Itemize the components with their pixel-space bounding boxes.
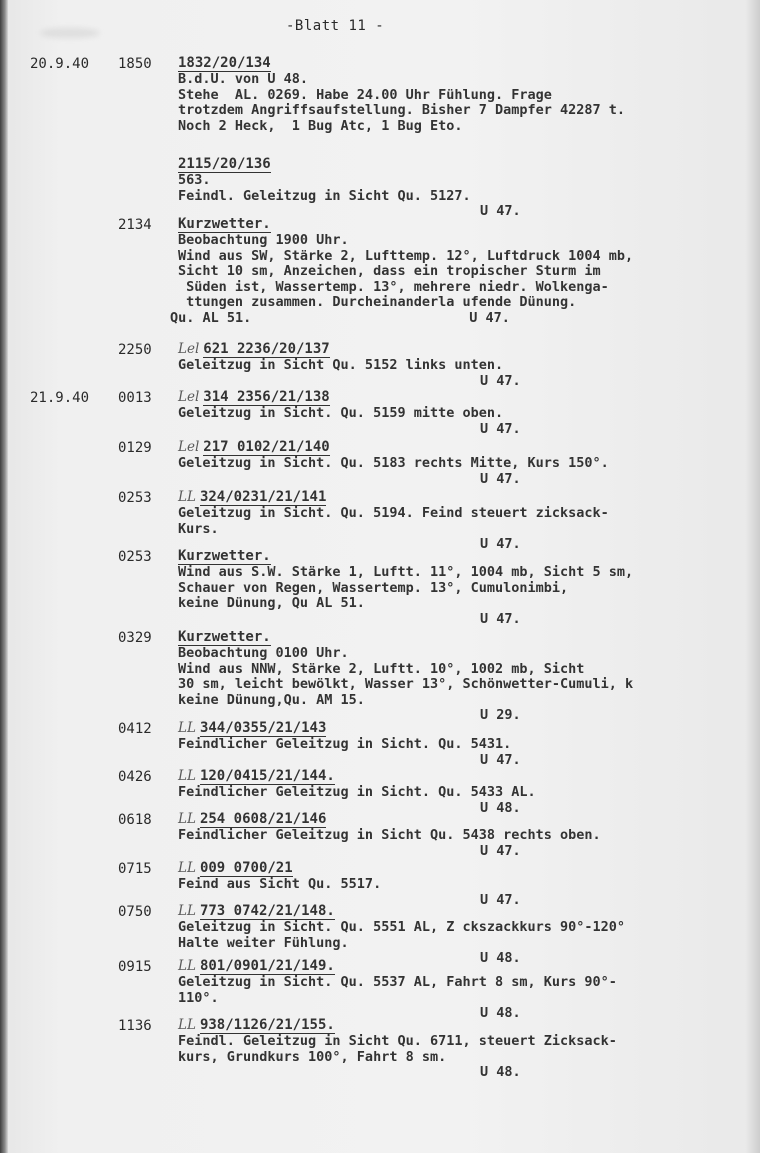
entry-ref-line [178, 56, 748, 72]
entry-ref-line [178, 390, 748, 406]
signature-line [178, 844, 748, 860]
message-text-line: Halte weiter Fühlung. [178, 934, 349, 951]
message-reference: 344/0355/21/143 [199, 720, 327, 736]
entry-body [170, 216, 748, 326]
entry-body [178, 861, 748, 908]
message-text-line: Feindlicher Geleitzug in Sicht. Qu. 5433 AL. [178, 784, 536, 800]
message-text-line: Feind aus Sicht Qu. 5517. [178, 876, 382, 892]
sender-boat: U 47. [480, 203, 521, 219]
signature-line [178, 472, 748, 488]
entry-time: 0013 [118, 390, 152, 406]
entry-ref-line [178, 721, 748, 737]
sender-boat: U 47. [480, 842, 521, 859]
message-text-line: Noch 2 Heck, 1 Bug Atc, 1 Bug Eto. [178, 117, 463, 134]
entry-ref-line [178, 1018, 748, 1034]
message-text-line: Beobachtung 0100 Uhr. [178, 645, 349, 661]
entry-time: 2134 [118, 217, 152, 233]
scan-left-edge [0, 0, 8, 1153]
entry-body [178, 490, 748, 553]
message-text-line: kurs, Grundkurs 100°, Fahrt 8 sm. [178, 1048, 447, 1065]
square-reference: Qu. AL 51. [170, 309, 252, 326]
message-reference: 314 2356/21/138 [203, 389, 330, 405]
sender-boat: U 47. [480, 420, 521, 437]
sender-boat: U 48. [480, 950, 521, 966]
entry-time: 2250 [118, 342, 152, 358]
handwritten-mark: LL [178, 811, 196, 827]
entry-body [178, 630, 748, 724]
message-text-line: Feindlicher Geleitzug in Sicht. Qu. 5431. [178, 736, 512, 752]
handwritten-mark: LL [178, 489, 196, 505]
message-text-line: Süden ist, Wassertemp. 13°, mehrere niedr. Wolkenga- [178, 278, 609, 295]
message-text-line: Wind aus SW, Stärke 2, Lufttemp. 12°, Luftdruck 1004 mb, [178, 247, 634, 264]
message-text-line: Wind aus S.W. Stärke 1, Luftt. 11°, 1004 mb, Sicht 5 sm, [178, 564, 634, 580]
entry-ref-line [178, 630, 748, 646]
handwritten-mark: LL [178, 860, 196, 876]
message-text-line: Geleitzug in Sicht. Qu. 5183 rechts Mitte, Kurs 150°. [178, 455, 609, 471]
message-text-line: Kurs. [178, 520, 219, 537]
entry-ref-line [178, 440, 748, 456]
handwritten-mark: LL [178, 720, 196, 736]
entry-time: 0715 [118, 861, 152, 877]
entry-time: 0412 [118, 721, 152, 737]
sender-boat: U 47. [480, 751, 521, 768]
message-text-line: 30 sm, leicht bewölkt, Wasser 13°, Schönwetter-Cumuli, k [178, 676, 634, 692]
entry-ref-line [178, 959, 748, 975]
entry-body [178, 769, 748, 816]
entry-time: 0129 [118, 440, 152, 456]
sender-boat: U 48. [480, 1064, 521, 1080]
message-reference: 254 0608/21/146 [199, 811, 327, 827]
entry-time: 0329 [118, 630, 152, 646]
sender-boat: U 48. [480, 1005, 521, 1021]
handwritten-mark: Lel [178, 341, 200, 357]
entry-ref-line [178, 217, 748, 233]
entry-time: 0750 [118, 904, 152, 920]
scan-right-shadow [746, 0, 760, 1153]
signature-line [178, 374, 748, 390]
entry-body [178, 157, 748, 220]
entry-ref-line [178, 157, 748, 173]
handwritten-mark: Lel [178, 439, 200, 455]
sender-boat: U 48. [480, 799, 521, 816]
message-text-line: Geleitzug in Sicht. Qu. 5537 AL, Fahrt 8 sm, Kurs 90°- [178, 974, 617, 990]
handwritten-mark: LL [178, 768, 196, 784]
message-reference: 217 0102/21/140 [203, 439, 330, 455]
entry-body [178, 440, 748, 487]
message-text-line: Stehe AL. 0269. Habe 24.00 Uhr Fühlung. Frage [178, 86, 552, 103]
message-text-line: 110°. [178, 989, 219, 1006]
sender-boat: U 47. [480, 470, 521, 487]
entry-ref-line [178, 549, 748, 565]
message-reference: 801/0901/21/149. [199, 958, 335, 974]
entry-time: 0426 [118, 769, 152, 785]
message-reference: 2115/20/136 [178, 156, 271, 172]
entry-ref-line [178, 769, 748, 785]
signature-line [178, 422, 748, 438]
message-text-line: keine Dünung,Qu. AM 15. [178, 691, 365, 708]
message-reference: 773 0742/21/148. [199, 903, 335, 919]
message-reference: 120/0415/21/144. [199, 768, 335, 784]
message-text-line: Geleitzug in Sicht. Qu. 5159 mitte oben. [178, 405, 504, 421]
entry-time: 0915 [118, 959, 152, 975]
entry-ref-line [178, 861, 748, 877]
entry-ref-line [178, 490, 748, 506]
handwritten-mark: LL [178, 958, 196, 974]
handwritten-mark: LL [178, 1017, 196, 1033]
signature-line [178, 753, 748, 769]
message-text-line: B.d.U. von U 48. [178, 71, 309, 87]
entry-time: 0253 [118, 490, 152, 506]
message-text-line: Wind aus NNW, Stärke 2, Luftt. 10°, 1002 mb, Sicht [178, 660, 585, 677]
entry-body [178, 549, 748, 627]
message-reference: Kurzwetter. [178, 548, 271, 564]
entry-date: 20.9.40 [30, 56, 90, 72]
sender-boat: U 29. [480, 707, 521, 723]
entry-time: 0618 [118, 812, 152, 828]
entry-date: 21.9.40 [30, 390, 90, 406]
entry-body [178, 959, 748, 1022]
message-reference: 324/0231/21/141 [199, 489, 327, 505]
entry-body [178, 721, 748, 768]
sender-boat: U 47. [480, 891, 521, 908]
entry-body [178, 812, 748, 859]
entry-ref-line [178, 342, 748, 358]
message-text-line: ttungen zusammen. Durcheinanderla ufende Dünung. [178, 294, 577, 310]
message-reference: 009 0700/21 [199, 860, 293, 876]
message-text-line: 563. [178, 172, 211, 188]
message-reference: Kurzwetter. [178, 216, 271, 232]
handwritten-mark: LL [178, 903, 196, 919]
entry-time: 0253 [118, 549, 152, 565]
page-header: -Blatt 11 - [286, 18, 385, 34]
sender-boat: U 47. [480, 536, 521, 552]
entry-ref-line [178, 812, 748, 828]
message-text-line: Sicht 10 sm, Anzeichen, dass ein tropischer Sturm im [178, 263, 601, 279]
message-text-line: Beobachtung 1900 Uhr. [178, 232, 349, 248]
message-text-line: Feindl. Geleitzug in Sicht Qu. 5127. [178, 187, 471, 204]
message-text-line: Geleitzug in Sicht. Qu. 5551 AL, Z ckszackkurs 90°-120° [178, 919, 626, 935]
message-text-line: Feindlicher Geleitzug in Sicht Qu. 5438 rechts oben. [178, 827, 601, 843]
message-reference: 621 2236/20/137 [203, 341, 330, 357]
message-reference: 938/1126/21/155. [199, 1017, 335, 1033]
entry-ref-line [178, 904, 748, 920]
entry-body [178, 390, 748, 437]
signature-line [170, 309, 748, 327]
message-text-line: Geleitzug in Sicht Qu. 5152 links unten. [178, 357, 504, 373]
sender-boat: U 47. [480, 610, 521, 627]
handwritten-mark: Lel [178, 389, 200, 405]
entry-time: 1136 [118, 1018, 152, 1034]
message-text-line: trotzdem Angriffsaufstellung. Bisher 7 Dampfer 42287 t. [178, 102, 626, 118]
sender-boat: U 47. [480, 372, 521, 389]
entry-body [178, 1018, 748, 1081]
signature-line [178, 612, 748, 628]
entry-body [178, 56, 748, 134]
message-text-line: keine Dünung, Qu AL 51. [178, 595, 365, 611]
message-text-line: Geleitzug in Sicht. Qu. 5194. Feind steuert zicksack- [178, 505, 609, 521]
signature-line [178, 1065, 748, 1081]
message-text-line: Schauer von Regen, Wassertemp. 13°, Cumulonimbi, [178, 579, 569, 596]
message-text-line: Feindl. Geleitzug in Sicht Qu. 6711, steuert Zicksack- [178, 1033, 617, 1049]
entry-time: 1850 [118, 56, 152, 72]
entry-body [178, 342, 748, 389]
message-reference: Kurzwetter. [178, 629, 271, 645]
message-reference: 1832/20/134 [178, 55, 271, 71]
sender-boat: U 47. [469, 309, 510, 326]
scan-smudge [40, 28, 100, 38]
